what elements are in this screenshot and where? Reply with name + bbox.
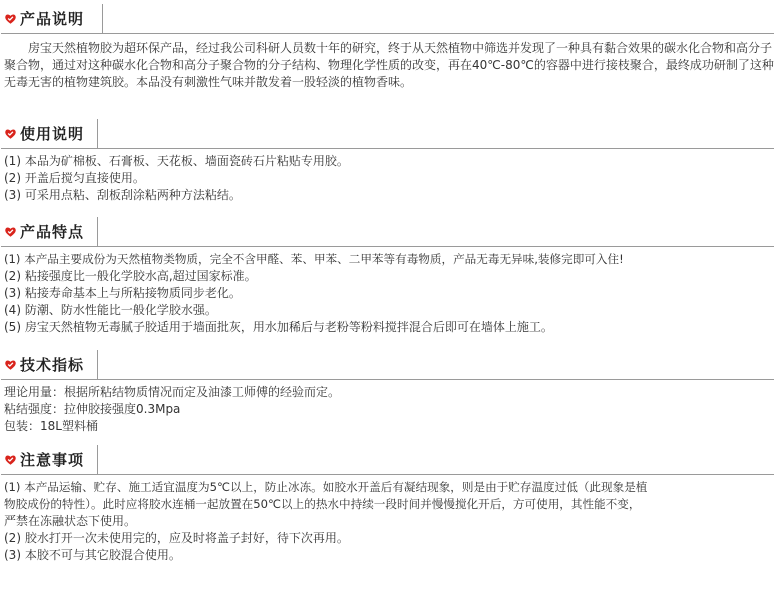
- section-header: [1, 350, 774, 380]
- section-body: [0, 149, 780, 204]
- section-product-description: [0, 4, 780, 91]
- list-item: (2) 粘接强度比一般化学胶水高,超过国家标准。: [4, 269, 257, 283]
- list-item: (1) 本产品运输、贮存、施工适宜温度为5℃以上，防止冰冻。如胶水开盖后有凝结现象，则是由于贮存温度过低（此现象是植: [4, 480, 648, 494]
- section-title: 使用说明: [20, 125, 85, 143]
- section-body: [0, 380, 780, 435]
- list-item: (4) 防潮、防水性能比一般化学胶水强。: [4, 303, 217, 317]
- list-item: 严禁在冻融状态下使用。: [4, 514, 137, 528]
- heart-icon: [4, 12, 17, 25]
- section-usage: [0, 119, 780, 204]
- section-notes: [0, 445, 780, 564]
- section-body: [0, 475, 780, 564]
- section-header: [1, 119, 774, 149]
- heart-icon: [4, 453, 17, 466]
- spec-item: 粘结强度：拉伸胶接强度0.3Mpa: [4, 402, 181, 416]
- section-title: 注意事项: [20, 451, 85, 469]
- heart-icon: [4, 358, 17, 371]
- section-title: 产品特点: [20, 223, 85, 241]
- list-item: (3) 本胶不可与其它胶混合使用。: [4, 548, 181, 562]
- list-item: (3) 粘接寿命基本上与所粘接物质同步老化。: [4, 286, 241, 300]
- list-item: (1) 本产品主要成份为天然植物类物质，完全不含甲醛、苯、甲苯、二甲苯等有毒物质，产品无毒无异味,装修完即可入住!: [4, 252, 624, 266]
- section-specs: [0, 350, 780, 435]
- heart-icon: [4, 127, 17, 140]
- section-features: [0, 217, 780, 336]
- section-header: [1, 4, 774, 34]
- section-title: 产品说明: [20, 10, 85, 28]
- list-item: (2) 开盖后搅匀直接使用。: [4, 171, 145, 185]
- spec-item: 包装：18L塑料桶: [4, 419, 98, 433]
- spec-item: 理论用量：根据所粘结物质情况而定及油漆工师傅的经验而定。: [4, 385, 341, 399]
- section-header: [1, 445, 774, 475]
- heart-icon: [4, 225, 17, 238]
- section-title: 技术指标: [20, 356, 85, 374]
- list-item: (3) 可采用点粘、刮板刮涂粘两种方法粘结。: [4, 188, 241, 202]
- list-item: (1) 本品为矿棉板、石膏板、天花板、墙面瓷砖石片粘贴专用胶。: [4, 154, 349, 168]
- list-item: (2) 胶水打开一次未使用完的，应及时将盖子封好，待下次再用。: [4, 531, 349, 545]
- list-item: 物胶成份的特性）。此时应将胶水连桶一起放置在50℃以上的热水中持续一段时间并慢慢搅化开后，方可使用，其性能不变，: [4, 497, 641, 511]
- section-header: [1, 217, 774, 247]
- section-paragraph: 房宝天然植物胶为超环保产品，经过我公司科研人员数十年的研究，终于从天然植物中筛选并发现了一种具有黏合效果的碳水化合物和高分子聚合物，通过对这种碳水化合物和高分子聚合物的分子结构、物理化学性质的改变，再在40℃-80℃的容器中进行接枝聚合，最终成功研制了这种无毒无害的植物建筑胶。本品没有刺激性气味并散发着一股轻淡的植物香味。: [4, 41, 774, 89]
- list-item: (5) 房宝天然植物无毒腻子胶适用于墙面批灰，用水加稀后与老粉等粉料搅拌混合后即可在墙体上施工。: [4, 320, 553, 334]
- section-body: [0, 247, 780, 336]
